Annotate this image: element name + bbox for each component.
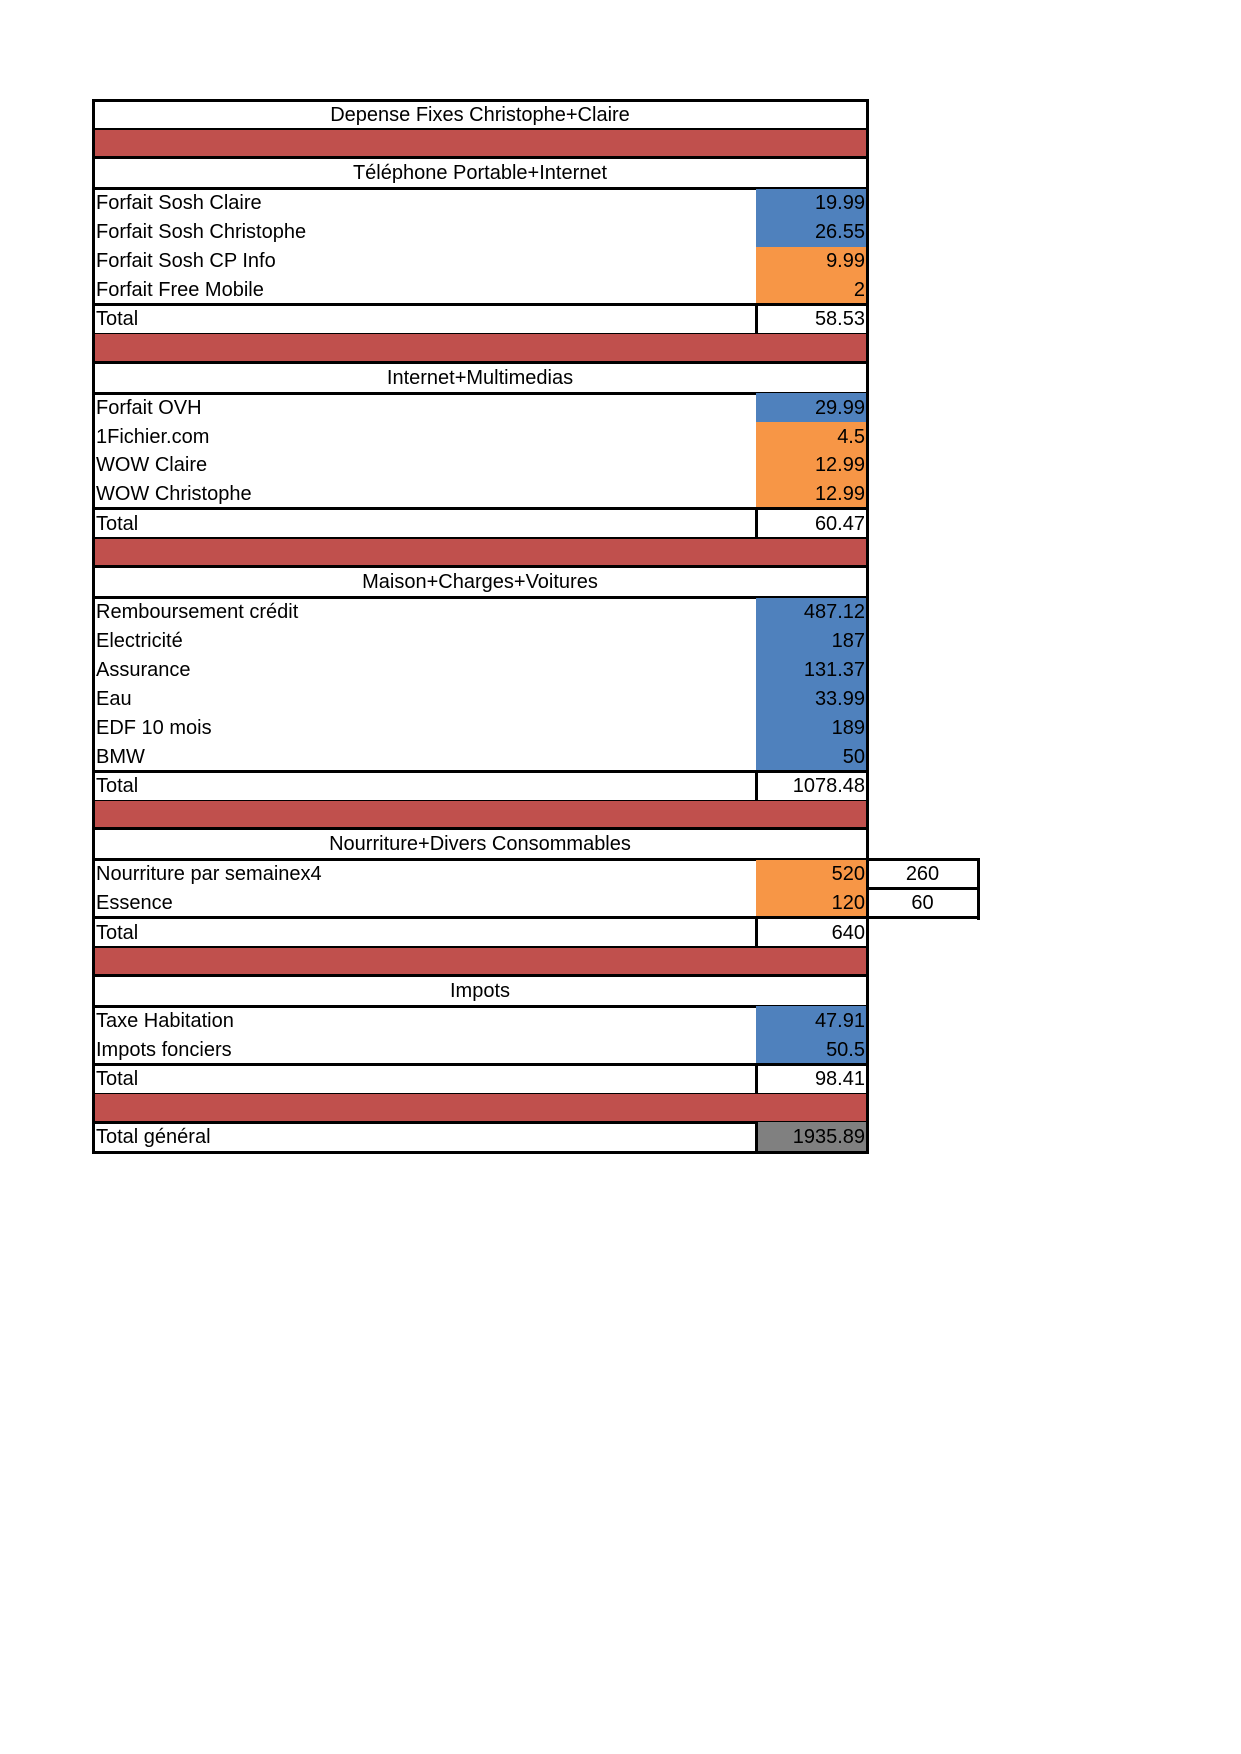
total-value: 1078.48 [792,775,865,798]
expense-value: 9.99 [756,247,867,276]
section-separator [93,334,867,362]
split-border [977,888,980,920]
split-value: 60 [911,892,934,915]
total-label: Total [96,921,139,944]
split-border [866,887,980,890]
expense-label: Nourriture par semainex4 [96,863,322,886]
expense-value: 4.5 [756,422,867,451]
table-left-border [92,99,95,1154]
row-border [92,1151,869,1154]
expense-label: WOW Claire [96,454,208,477]
expense-label: Impots fonciers [96,1038,232,1061]
section-header: Nourriture+Divers Consommables [329,833,631,856]
expense-label: Essence [96,892,173,915]
expense-value: 520 [756,860,867,889]
expense-value: 2 [756,275,867,304]
section-separator [93,130,867,158]
expense-label: Electricité [96,629,183,652]
section-separator [93,948,867,976]
section-header: Maison+Charges+Voitures [362,571,598,594]
col-border [755,508,758,541]
total-label: Total [96,775,139,798]
section-header: Téléphone Portable+Internet [352,162,608,185]
expense-label: Forfait Free Mobile [96,278,264,301]
grand-total-value: 1935.89 [756,1122,867,1152]
total-label: Total [96,512,139,535]
total-value: 60.47 [814,512,865,535]
expense-value: 19.99 [756,189,867,218]
expense-value: 50 [756,742,867,771]
expense-value: 50.5 [756,1035,867,1064]
section-separator [93,1094,867,1122]
expense-value: 12.99 [756,480,867,509]
expense-value: 26.55 [756,218,867,247]
sheet-title: Depense Fixes Christophe+Claire [330,103,630,126]
expense-label: Taxe Habitation [96,1009,234,1032]
total-label: Total [96,1068,139,1091]
expense-value: 120 [756,889,867,918]
expense-value: 131.37 [756,655,867,684]
expense-label: Forfait Sosh Christophe [96,221,307,244]
split-border [866,916,980,919]
split-value: 260 [905,863,940,886]
expense-value: 189 [756,713,867,742]
expense-value: 33.99 [756,684,867,713]
expense-label: Eau [96,687,132,710]
section-separator [93,801,867,829]
expense-value: 29.99 [756,393,867,422]
expense-value: 187 [756,626,867,655]
expense-value: 487.12 [756,598,867,627]
grand-total-label: Total général [96,1126,211,1149]
col-border [755,303,758,336]
col-border [755,1121,758,1154]
expense-label: EDF 10 mois [96,716,212,739]
expense-label: Remboursement crédit [96,601,299,624]
total-label: Total [96,308,139,331]
col-border [755,1063,758,1096]
col-border [755,770,758,803]
row-border [92,99,869,102]
total-value: 640 [831,921,865,944]
section-header: Internet+Multimedias [386,366,574,389]
total-value: 58.53 [814,308,865,331]
expense-label: Assurance [96,658,191,681]
expense-value: 47.91 [756,1006,867,1035]
expense-label: WOW Christophe [96,483,252,506]
expense-label: Forfait OVH [96,396,202,419]
table-right-border [866,99,869,1154]
expense-label: BMW [96,745,145,768]
expense-value: 12.99 [756,451,867,480]
section-header: Impots [449,979,511,1002]
col-border [755,917,758,950]
total-value: 98.41 [814,1068,865,1091]
split-border [866,858,980,861]
expense-label: Forfait Sosh Claire [96,192,262,215]
expense-label: 1Fichier.com [96,425,210,448]
expense-label: Forfait Sosh CP Info [96,250,276,273]
section-separator [93,539,867,567]
